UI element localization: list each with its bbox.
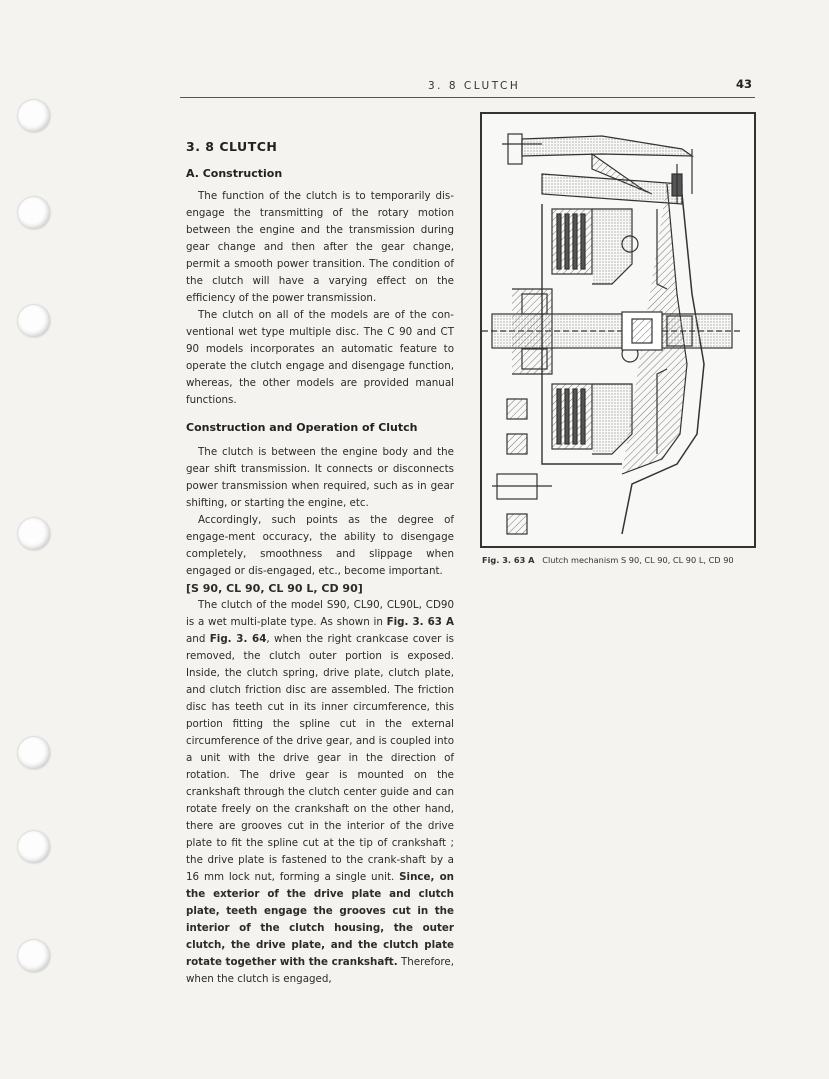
construction-heading: A. Construction <box>186 167 283 180</box>
figure-reference: Fig. 3. 64 <box>209 633 267 645</box>
paragraph: The clutch on all of the models are of the con-ventional wet type multiple disc. The C 90 and CT 90 models incorporates an automatic feature to operate the clutch engage and disengage function, whereas, the other models are provided manual functions. <box>186 309 454 406</box>
binder-hole <box>18 518 50 550</box>
binder-hole <box>18 737 50 769</box>
operation-heading: Construction and Operation of Clutch <box>186 421 418 434</box>
paragraph: The clutch is between the engine body and the gear shift transmission. It connects or disconnects power transmission when required, such as in gear shifting, or starting the engine, etc. <box>186 446 454 509</box>
clutch-cross-section-drawing <box>482 114 754 546</box>
binder-hole <box>18 197 50 229</box>
page-number: 43 <box>736 77 753 91</box>
running-title: 3. 8 CLUTCH <box>428 80 521 92</box>
models-line: [S 90, CL 90, CL 90 L, CD 90] <box>186 582 363 595</box>
caption-label: Fig. 3. 63 A <box>482 555 535 565</box>
text-run: and <box>186 633 210 645</box>
paragraph: Accordingly, such points as the degree of engage-ment occuracy, the ability to disengage completely, smoothness and slippage when engaged or dis-engaged, etc., become important. <box>186 514 454 577</box>
paragraph: The function of the clutch is to temporarily dis-engage the transmitting of the rotary motion between the engine and the transmission during gear change and then after the gear change, permit a smooth power transition. The condition of the clutch will have a varying effect on the efficiency of the power transmission. <box>186 190 454 304</box>
binder-hole <box>18 940 50 972</box>
header-rule <box>180 97 755 98</box>
figure-reference: Fig. 3. 63 A <box>386 616 454 628</box>
clutch-diagram-frame <box>480 112 756 548</box>
bold-text-run: Since, on the exterior of the drive plate and clutch plate, teeth engage the grooves cut in the interior of the clutch housing, the outer clutch, the drive plate, and the clutch plate rotate together with the crankshaft. <box>186 871 454 968</box>
text-run: The clutch of the model S90, CL90, CL90L, CD90 is a wet multi-plate type. As shown in <box>186 599 454 628</box>
text-run: , when the right crankcase cover is removed, the clutch outer portion is exposed. Inside, the clutch spring, drive plate, clutch plate, and clutch friction disc are assembled. The friction disc has teeth cut in its inner circumference, this portion fitting the spline cut in the external circumference of the drive gear, and is coupled into a unit with the drive gear in the direction of rotation. The drive gear is mounted on the crankshaft through the clutch center guide and can rotate freely on the crankshaft on the other hand, there are grooves cut in the interior of the drive plate to fit the spline cut at the tip of crankshaft ; the drive plate is fastened to the crank-shaft by a 16 mm lock nut, forming a single unit. <box>186 633 454 883</box>
paragraph <box>186 597 454 988</box>
binder-hole <box>18 831 50 863</box>
figure-caption <box>482 555 734 565</box>
caption-text: Clutch mechanism S 90, CL 90, CL 90 L, CD 90 <box>542 555 734 565</box>
binder-hole <box>18 305 50 337</box>
binder-hole <box>18 100 50 132</box>
section-title: 3. 8 CLUTCH <box>186 139 278 154</box>
text-run: Therefore, when the clutch is engaged, <box>186 956 454 985</box>
body-text-column <box>186 138 454 988</box>
